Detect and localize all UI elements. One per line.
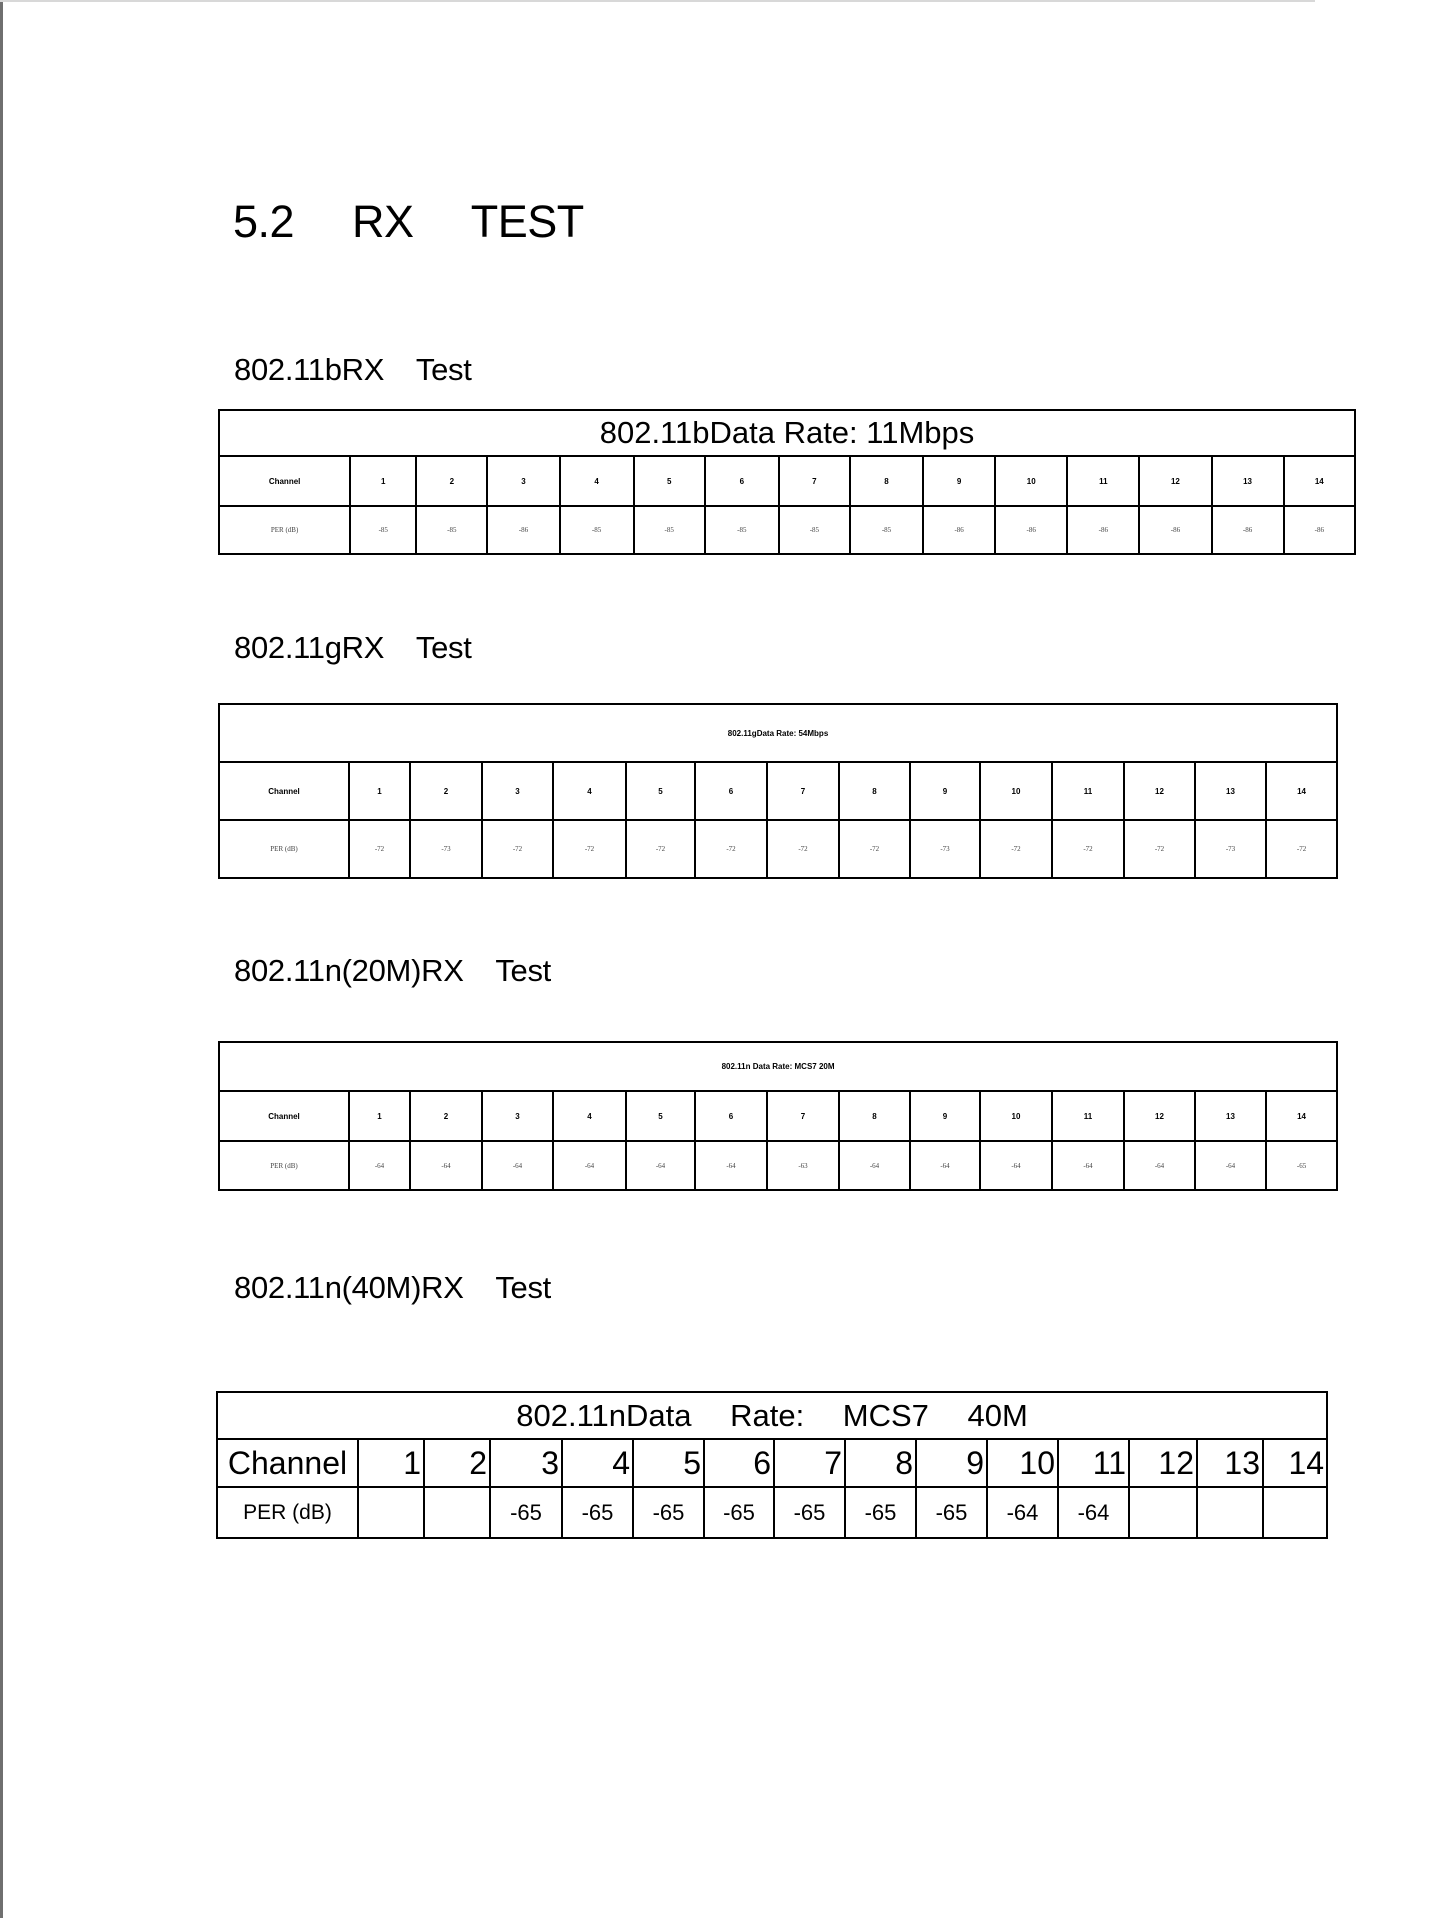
per-value-cell: -65 (633, 1487, 704, 1538)
per-value-cell: -65 (916, 1487, 987, 1538)
per-value-cell: -65 (704, 1487, 774, 1538)
channel-cell: 10 (980, 1091, 1052, 1141)
channel-cell: 4 (553, 1091, 626, 1141)
channel-cell: 3 (482, 1091, 553, 1141)
channel-cell: 8 (845, 1439, 916, 1487)
channel-cell: 4 (553, 762, 626, 820)
rx-table-11n-40m (216, 1391, 1328, 1539)
per-value-cell: -65 (490, 1487, 562, 1538)
page-title: 5.2 RX TEST (233, 196, 584, 247)
per-value-cell: -85 (416, 506, 487, 554)
page-top-border (0, 0, 1315, 2)
row-label-channel: Channel (219, 762, 349, 820)
table-caption: 802.11bData Rate: 11Mbps (219, 410, 1355, 456)
channel-cell: 10 (980, 762, 1052, 820)
channel-cell: 4 (560, 456, 634, 506)
channel-cell: 5 (626, 762, 695, 820)
per-value-cell (358, 1487, 424, 1538)
per-value-cell: -64 (1195, 1141, 1266, 1190)
channel-cell: 7 (767, 1091, 839, 1141)
channel-cell: 6 (695, 1091, 767, 1141)
channel-cell: 13 (1212, 456, 1284, 506)
per-value-cell: -86 (487, 506, 559, 554)
section-heading-11n-40m: 802.11n(40M)RX Test (234, 1270, 551, 1305)
per-value-cell: -64 (839, 1141, 910, 1190)
per-value-cell: -86 (1212, 506, 1284, 554)
channel-cell: 13 (1197, 1439, 1263, 1487)
per-value-cell: -64 (410, 1141, 482, 1190)
channel-cell: 5 (626, 1091, 695, 1141)
channel-cell: 1 (350, 456, 416, 506)
per-value-cell: -72 (980, 820, 1052, 878)
per-value-cell: -85 (350, 506, 416, 554)
channel-cell: 7 (779, 456, 850, 506)
per-value-cell: -85 (779, 506, 850, 554)
channel-cell: 7 (767, 762, 839, 820)
per-value-cell: -64 (1058, 1487, 1129, 1538)
per-value-cell: -65 (845, 1487, 916, 1538)
channel-cell: 12 (1124, 1091, 1195, 1141)
per-value-cell (1129, 1487, 1197, 1538)
channel-cell: 7 (774, 1439, 845, 1487)
per-value-cell: -65 (774, 1487, 845, 1538)
table-caption: 802.11gData Rate: 54Mbps (219, 704, 1337, 762)
channel-cell: 9 (910, 762, 980, 820)
per-value-cell: -65 (562, 1487, 633, 1538)
row-label-per: PER (dB) (217, 1487, 358, 1538)
per-value-cell: -64 (910, 1141, 980, 1190)
channel-cell: 13 (1195, 762, 1266, 820)
channel-cell: 3 (490, 1439, 562, 1487)
rx-table-11b (218, 409, 1356, 555)
row-label-channel: Channel (219, 1091, 349, 1141)
per-value-cell: -72 (695, 820, 767, 878)
channel-cell: 10 (987, 1439, 1058, 1487)
per-value-cell: -85 (560, 506, 634, 554)
per-value-cell: -64 (1124, 1141, 1195, 1190)
channel-cell: 6 (695, 762, 767, 820)
row-label-channel: Channel (219, 456, 350, 506)
per-value-cell: -86 (1139, 506, 1211, 554)
per-value-cell: -72 (482, 820, 553, 878)
channel-cell: 9 (923, 456, 995, 506)
channel-cell: 10 (995, 456, 1067, 506)
channel-cell: 11 (1058, 1439, 1129, 1487)
channel-cell: 1 (349, 762, 410, 820)
per-value-cell: -73 (1195, 820, 1266, 878)
section-heading-11b: 802.11bRX Test (234, 352, 472, 387)
channel-cell: 9 (916, 1439, 987, 1487)
per-value-cell: -64 (980, 1141, 1052, 1190)
per-value-cell: -85 (705, 506, 779, 554)
rx-table-11g (218, 703, 1338, 879)
channel-cell: 2 (410, 762, 482, 820)
page-left-border (0, 0, 3, 1918)
channel-cell: 11 (1052, 762, 1124, 820)
channel-cell: 12 (1124, 762, 1195, 820)
channel-cell: 5 (634, 456, 705, 506)
channel-cell: 11 (1052, 1091, 1124, 1141)
channel-cell: 14 (1266, 762, 1337, 820)
per-value-cell: -72 (1266, 820, 1337, 878)
per-value-cell: -72 (553, 820, 626, 878)
table-caption: 802.11n Data Rate: MCS7 20M (219, 1042, 1337, 1091)
per-value-cell: -64 (695, 1141, 767, 1190)
channel-cell: 6 (705, 456, 779, 506)
per-value-cell: -72 (1052, 820, 1124, 878)
per-value-cell: -86 (923, 506, 995, 554)
channel-cell: 13 (1195, 1091, 1266, 1141)
per-value-cell: -64 (987, 1487, 1058, 1538)
per-value-cell: -85 (850, 506, 923, 554)
per-value-cell: -64 (349, 1141, 410, 1190)
channel-cell: 2 (416, 456, 487, 506)
per-value-cell: -73 (410, 820, 482, 878)
per-value-cell (424, 1487, 490, 1538)
channel-cell: 12 (1139, 456, 1211, 506)
per-value-cell (1197, 1487, 1263, 1538)
per-value-cell: -64 (1052, 1141, 1124, 1190)
channel-cell: 11 (1067, 456, 1139, 506)
channel-cell: 3 (482, 762, 553, 820)
per-value-cell: -86 (1067, 506, 1139, 554)
per-value-cell: -73 (910, 820, 980, 878)
per-value-cell: -72 (1124, 820, 1195, 878)
channel-cell: 2 (424, 1439, 490, 1487)
per-value-cell: -64 (553, 1141, 626, 1190)
row-label-per: PER (dB) (219, 820, 349, 878)
per-value-cell: -72 (349, 820, 410, 878)
per-value-cell (1263, 1487, 1327, 1538)
row-label-per: PER (dB) (219, 506, 350, 554)
channel-cell: 2 (410, 1091, 482, 1141)
per-value-cell: -65 (1266, 1141, 1337, 1190)
per-value-cell: -72 (767, 820, 839, 878)
per-value-cell: -86 (995, 506, 1067, 554)
channel-cell: 8 (839, 762, 910, 820)
channel-cell: 4 (562, 1439, 633, 1487)
channel-cell: 9 (910, 1091, 980, 1141)
per-value-cell: -72 (626, 820, 695, 878)
channel-cell: 8 (839, 1091, 910, 1141)
channel-cell: 5 (633, 1439, 704, 1487)
table-caption: 802.11nData Rate: MCS7 40M (217, 1392, 1327, 1439)
rx-table-11n-20m (218, 1041, 1338, 1191)
per-value-cell: -64 (626, 1141, 695, 1190)
per-value-cell: -86 (1284, 506, 1355, 554)
channel-cell: 1 (358, 1439, 424, 1487)
section-heading-11n-20m: 802.11n(20M)RX Test (234, 953, 551, 988)
per-value-cell: -63 (767, 1141, 839, 1190)
row-label-per: PER (dB) (219, 1141, 349, 1190)
channel-cell: 6 (704, 1439, 774, 1487)
channel-cell: 12 (1129, 1439, 1197, 1487)
per-value-cell: -85 (634, 506, 705, 554)
channel-cell: 14 (1263, 1439, 1327, 1487)
per-value-cell: -72 (839, 820, 910, 878)
row-label-channel: Channel (217, 1439, 358, 1487)
channel-cell: 14 (1266, 1091, 1337, 1141)
section-heading-11g: 802.11gRX Test (234, 630, 472, 665)
channel-cell: 14 (1284, 456, 1355, 506)
per-value-cell: -64 (482, 1141, 553, 1190)
channel-cell: 1 (349, 1091, 410, 1141)
channel-cell: 8 (850, 456, 923, 506)
channel-cell: 3 (487, 456, 559, 506)
